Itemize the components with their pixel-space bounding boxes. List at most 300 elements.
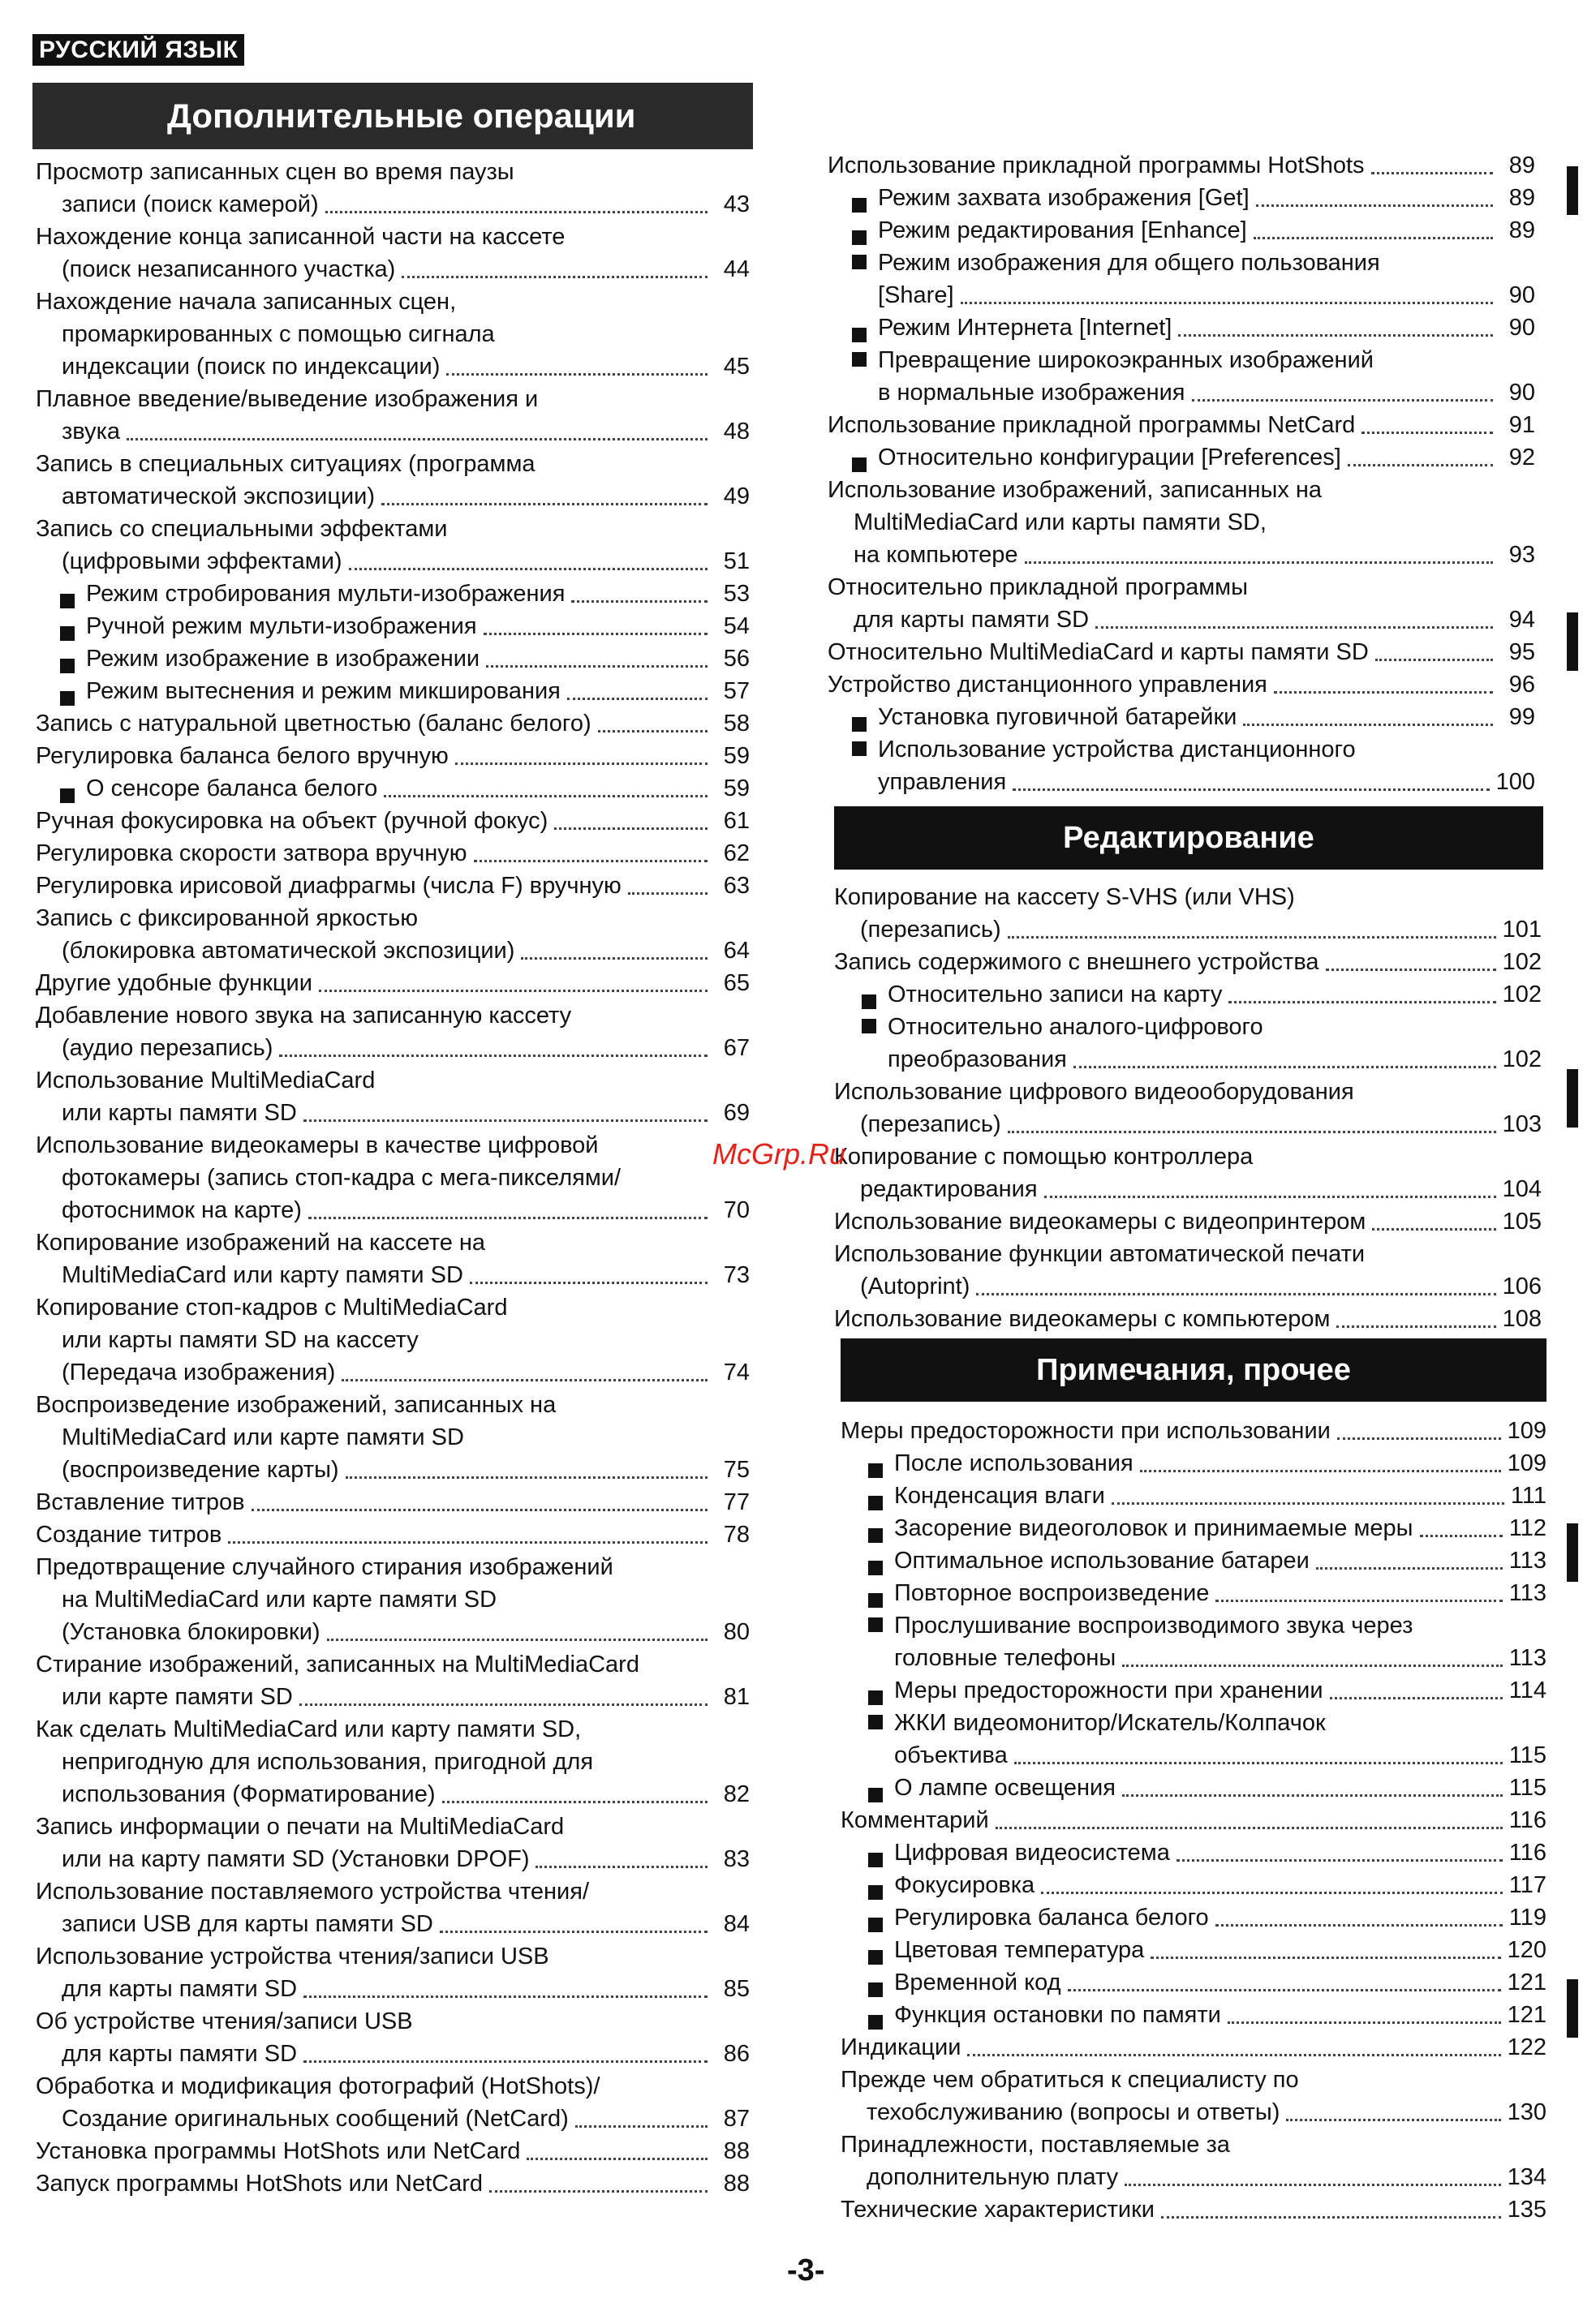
section-header-notes	[841, 1338, 1546, 1402]
bullet-square-icon	[868, 1853, 883, 1867]
toc-page-number: 65	[723, 970, 750, 996]
toc-page-number: 59	[723, 743, 750, 769]
toc-page-number: 88	[723, 2171, 750, 2197]
toc-entry-text: Фокусировка	[894, 1872, 1035, 1898]
toc-entry	[868, 1674, 1546, 1707]
toc-entry-text: ЖКИ видеомонитор/Искатель/Колпачок	[894, 1710, 1326, 1736]
toc-entry	[828, 149, 1535, 182]
toc-entry-text: Использование изображений, записанных на	[828, 477, 1323, 503]
edge-tab-mark	[1567, 1979, 1578, 2038]
toc-entry	[868, 1934, 1546, 1966]
section-title: Редактирование	[1063, 820, 1314, 855]
toc-page-number: 109	[1507, 1450, 1546, 1476]
dot-leader	[474, 860, 708, 862]
toc-entry	[36, 1875, 750, 1940]
dot-leader	[303, 1119, 708, 1122]
toc-entry-text: Регулировка ирисовой диафрагмы (числа F) вручную	[36, 873, 622, 899]
toc-entry	[868, 1836, 1546, 1869]
toc-entry-text: Повторное воспроизведение	[894, 1580, 1210, 1606]
toc-entry	[60, 578, 750, 610]
toc-entry	[36, 2070, 750, 2135]
toc-entry	[36, 1648, 750, 1713]
toc-entry-text: Оптимальное использование батареи	[894, 1548, 1310, 1574]
bullet-square-icon	[868, 1982, 883, 1997]
dot-leader	[1286, 2119, 1500, 2121]
toc-entry	[834, 1141, 1542, 1205]
toc-entry-text: фотокамеры (запись стоп-кадра с мега-пикселями/	[62, 1165, 622, 1191]
toc-page-number: 61	[723, 808, 750, 834]
toc-page-number: 89	[1508, 217, 1535, 243]
toc-entry-text: использования (Форматирование)	[62, 1781, 436, 1807]
toc-page-number: 44	[723, 256, 750, 282]
toc-entry-text: Запись со специальными эффектами	[36, 516, 448, 542]
toc-entry-text: Индикации	[841, 2034, 961, 2060]
toc-page-number: 91	[1508, 412, 1535, 438]
toc-entry-text: на MultiMediaCard или карте памяти SD	[62, 1587, 497, 1613]
toc-entry	[36, 1486, 750, 1519]
toc-page-number: 130	[1507, 2099, 1546, 2125]
dot-leader	[961, 302, 1494, 304]
toc-page-number: 82	[723, 1781, 750, 1807]
toc-entry	[841, 2193, 1546, 2226]
toc-entry	[841, 1804, 1546, 1836]
bullet-square-icon	[868, 1617, 883, 1632]
toc-entry	[36, 2135, 750, 2167]
dot-leader	[1330, 1697, 1503, 1699]
bullet-square-icon	[868, 1528, 883, 1543]
toc-entry-text: Режим Интернета [Internet]	[878, 315, 1172, 341]
toc-page-number: 43	[723, 191, 750, 217]
toc-page-number: 62	[723, 840, 750, 866]
toc-entry-text: Превращение широкоэкранных изображений	[878, 347, 1374, 373]
page-number: -3-	[787, 2253, 825, 2287]
toc-page-number: 115	[1508, 1775, 1546, 1801]
toc-page-number: 48	[723, 419, 750, 445]
toc-page-number: 92	[1508, 445, 1535, 470]
toc-entry	[868, 1999, 1546, 2031]
toc-entry	[834, 1238, 1542, 1303]
toc-page-number: 116	[1508, 1807, 1546, 1833]
dot-leader	[1316, 1567, 1503, 1570]
toc-entry-text: (поиск незаписанного участка)	[62, 256, 396, 282]
toc-page-number: 87	[723, 2106, 750, 2132]
toc-entry-text: непригодную для использования, пригодной для	[62, 1749, 594, 1775]
dot-leader	[967, 2054, 1500, 2056]
toc-entry	[862, 978, 1542, 1011]
toc-entry	[36, 221, 750, 286]
toc-entry	[36, 870, 750, 902]
toc-page-number: 94	[1508, 607, 1535, 633]
toc-entry	[36, 707, 750, 740]
bullet-square-icon	[852, 198, 867, 213]
toc-entry-text: Прежде чем обратиться к специалисту по	[841, 2067, 1299, 2093]
toc-page-number: 113	[1508, 1580, 1546, 1606]
toc-page-number: 73	[723, 1262, 750, 1288]
dot-leader	[598, 730, 708, 732]
toc-entry	[36, 1519, 750, 1551]
toc-page-number: 75	[723, 1457, 750, 1483]
dot-leader	[327, 1639, 708, 1641]
toc-entry	[862, 1011, 1542, 1076]
dot-leader	[342, 1379, 708, 1381]
toc-entry	[852, 441, 1535, 474]
toc-page-number: 49	[723, 483, 750, 509]
toc-entry-text: Режим захвата изображения [Get]	[878, 185, 1250, 211]
toc-page-number: 108	[1502, 1306, 1542, 1332]
toc-entry-text: Воспроизведение изображений, записанных на	[36, 1392, 557, 1418]
section-header-additional-operations	[32, 83, 753, 149]
toc-entry-text: управления	[878, 769, 1007, 795]
toc-entry	[36, 837, 750, 870]
toc-entry-text: или карты памяти SD	[62, 1100, 297, 1126]
toc-entry	[36, 1940, 750, 2005]
toc-entry-text: Регулировка баланса белого вручную	[36, 743, 449, 769]
dot-leader	[484, 633, 708, 635]
bullet-square-icon	[60, 691, 75, 706]
dot-leader	[1420, 1535, 1503, 1537]
toc-entry-text: (Установка блокировки)	[62, 1619, 320, 1645]
toc-entry-text: редактирования	[860, 1176, 1038, 1202]
toc-entry-text: техобслуживанию (вопросы и ответы)	[867, 2099, 1280, 2125]
toc-page-number: 93	[1508, 542, 1535, 568]
dot-leader	[1122, 1665, 1502, 1667]
toc-entry-text: Добавление нового звука на записанную кассету	[36, 1003, 572, 1029]
toc-entry	[868, 1707, 1546, 1772]
toc-entry	[36, 2005, 750, 2070]
dot-leader	[1125, 2184, 1501, 2186]
edge-tab-mark	[1567, 612, 1578, 671]
bullet-square-icon	[868, 1463, 883, 1478]
dot-leader	[1256, 204, 1493, 207]
toc-page-number: 69	[723, 1100, 750, 1126]
dot-leader	[1073, 1066, 1496, 1068]
bullet-square-icon	[852, 457, 867, 472]
bullet-square-icon	[868, 1496, 883, 1510]
toc-entry-text: (перезапись)	[860, 1111, 1001, 1137]
dot-leader	[1228, 1001, 1495, 1003]
section-title: Примечания, прочее	[1036, 1352, 1351, 1387]
dot-leader	[527, 2158, 708, 2160]
toc-page-number: 99	[1508, 704, 1535, 730]
toc-page-number: 102	[1502, 1046, 1542, 1072]
toc-entry-text: Вставление титров	[36, 1489, 245, 1515]
toc-entry	[36, 1811, 750, 1875]
dot-leader	[303, 1995, 708, 1998]
toc-entry	[36, 2167, 750, 2200]
toc-entry-text: звука	[62, 419, 121, 445]
toc-page-number: 105	[1502, 1209, 1542, 1235]
dot-leader	[1215, 1924, 1503, 1927]
toc-entry-text: Конденсация влаги	[894, 1483, 1105, 1509]
bullet-square-icon	[868, 1918, 883, 1932]
toc-entry-text: Нахождение конца записанной части на кассете	[36, 224, 566, 250]
toc-entry	[36, 740, 750, 772]
dot-leader	[1122, 1794, 1503, 1797]
toc-entry-text: или карте памяти SD	[62, 1684, 293, 1710]
toc-entry-text: для карты памяти SD	[854, 607, 1090, 633]
toc-page-number: 103	[1502, 1111, 1542, 1137]
dot-leader	[536, 1866, 708, 1868]
toc-page-number: 63	[723, 873, 750, 899]
toc-entry-text: Технические характеристики	[841, 2197, 1155, 2223]
toc-entry-text: записи USB для карты памяти SD	[62, 1911, 433, 1937]
toc-entry-text: Режим изображение в изображении	[86, 646, 480, 672]
bullet-square-icon	[868, 1885, 883, 1900]
dot-leader	[1375, 659, 1493, 661]
bullet-square-icon	[862, 994, 876, 1009]
toc-page-number: 89	[1508, 185, 1535, 211]
dot-leader	[470, 1282, 708, 1284]
bullet-square-icon	[852, 717, 867, 732]
toc-page-number: 101	[1502, 917, 1542, 943]
toc-page-number: 81	[723, 1684, 750, 1710]
toc-entry-text: для карты памяти SD	[62, 2041, 298, 2067]
dot-leader	[575, 2125, 708, 2128]
toc-entry-text: Использование поставляемого устройства чтения/	[36, 1879, 590, 1905]
dot-leader	[127, 438, 708, 440]
toc-page-number: 96	[1508, 672, 1535, 698]
dot-leader	[446, 373, 708, 376]
dot-leader	[996, 1827, 1503, 1829]
toc-entry-text: О сенсоре баланса белого	[86, 775, 378, 801]
toc-entry-text: фотоснимок на карте)	[62, 1197, 302, 1223]
bullet-square-icon	[868, 1715, 883, 1729]
toc-entry-text: Нахождение начала записанных сцен,	[36, 289, 457, 315]
toc-entry-text: О лампе освещения	[894, 1775, 1116, 1801]
toc-entry-text: Регулировка баланса белого	[894, 1905, 1209, 1931]
toc-entry	[852, 182, 1535, 214]
toc-page-number: 95	[1508, 639, 1535, 665]
bullet-square-icon	[852, 328, 867, 342]
toc-entry	[36, 448, 750, 513]
toc-entry-text: Принадлежности, поставляемые за	[841, 2132, 1230, 2158]
toc-page-number: 113	[1508, 1645, 1546, 1671]
dot-leader	[299, 1703, 708, 1706]
toc-entry-text: Копирование с помощью контроллера	[834, 1144, 1254, 1170]
dot-leader	[1013, 788, 1489, 791]
toc-entry	[36, 1291, 750, 1389]
toc-page-number: 74	[723, 1360, 750, 1385]
toc-page-number: 80	[723, 1619, 750, 1645]
toc-entry-text: автоматической экспозиции)	[62, 483, 376, 509]
toc-entry	[36, 902, 750, 967]
toc-entry-text: Функция остановки по памяти	[894, 2002, 1221, 2028]
bullet-square-icon	[60, 788, 75, 803]
toc-entry	[841, 1415, 1546, 1447]
toc-entry	[834, 1303, 1542, 1335]
toc-entry-text: промаркированных с помощью сигнала	[62, 321, 495, 347]
toc-entry	[36, 156, 750, 221]
dot-leader	[402, 276, 708, 278]
toc-entry-text: MultiMediaCard или карты памяти SD,	[854, 509, 1267, 535]
dot-leader	[1228, 2021, 1501, 2024]
toc-entry-text: для карты памяти SD	[62, 1976, 298, 2002]
bullet-square-icon	[852, 230, 867, 245]
bullet-square-icon	[868, 2015, 883, 2030]
dot-leader	[567, 698, 708, 700]
dot-leader	[1095, 626, 1493, 629]
dot-leader	[1176, 1859, 1503, 1862]
dot-leader	[1326, 969, 1496, 971]
toc-page-number: 83	[723, 1846, 750, 1872]
dot-leader	[1151, 1957, 1500, 1959]
toc-entry-text: (блокировка автоматической экспозиции)	[62, 938, 515, 964]
toc-page-number: 115	[1508, 1742, 1546, 1768]
dot-leader	[455, 762, 708, 765]
toc-entry	[36, 1064, 750, 1129]
toc-entry	[868, 1901, 1546, 1934]
toc-page-number: 119	[1508, 1905, 1546, 1931]
toc-entry	[868, 1577, 1546, 1609]
toc-entry	[60, 675, 750, 707]
toc-page-number: 89	[1508, 152, 1535, 178]
dot-leader	[1140, 1470, 1501, 1472]
bullet-square-icon	[868, 1950, 883, 1965]
edge-tab-mark	[1567, 1069, 1578, 1128]
toc-entry-text: После использования	[894, 1450, 1133, 1476]
toc-entry-text: Использование прикладной программы HotShots	[828, 152, 1365, 178]
toc-entry-text: (аудио перезапись)	[62, 1035, 273, 1061]
toc-entry-text: индексации (поиск по индексации)	[62, 354, 441, 380]
toc-entry-text: (Передача изображения)	[62, 1360, 336, 1385]
toc-entry-text: Установка программы HotShots или NetCard	[36, 2138, 521, 2164]
toc-page-number: 117	[1508, 1872, 1546, 1898]
toc-entry-text: MultiMediaCard или карту памяти SD	[62, 1262, 463, 1288]
toc-entry-text: Режим вытеснения и режим микширования	[86, 678, 561, 704]
toc-entry-text: Обработка и модификация фотографий (HotShots)/	[36, 2073, 600, 2099]
toc-entry-text: Относительно MultiMediaCard и карты памяти SD	[828, 639, 1369, 665]
toc-entry	[60, 642, 750, 675]
toc-entry-text: Установка пуговичной батарейки	[878, 704, 1237, 730]
toc-page-number: 121	[1507, 2002, 1546, 2028]
toc-entry	[841, 2031, 1546, 2064]
dot-leader	[1361, 432, 1493, 434]
toc-entry-text: Запись с натуральной цветностью (баланс белого)	[36, 711, 591, 737]
section-header-editing	[834, 806, 1543, 870]
toc-entry-text: Цифровая видеосистема	[894, 1840, 1170, 1866]
toc-entry	[868, 1480, 1546, 1512]
dot-leader	[1254, 237, 1493, 239]
toc-entry-text: в нормальные изображения	[878, 380, 1185, 406]
toc-entry-text: Создание титров	[36, 1522, 222, 1548]
toc-entry-text: Использование видеокамеры с видеопринтером	[834, 1209, 1366, 1235]
toc-entry	[841, 2064, 1546, 2129]
bullet-square-icon	[868, 1788, 883, 1802]
toc-page-number: 102	[1502, 982, 1542, 1007]
toc-entry	[36, 1551, 750, 1648]
toc-entry-text: Относительно прикладной программы	[828, 574, 1248, 600]
toc-page-number: 90	[1508, 380, 1535, 406]
toc-entry-text: Запись в специальных ситуациях (программа	[36, 451, 536, 477]
dot-leader	[1161, 2216, 1501, 2219]
toc-page-number: 114	[1508, 1677, 1546, 1703]
toc-page-number: 100	[1495, 769, 1535, 795]
toc-entry	[36, 805, 750, 837]
toc-page-number: 104	[1502, 1176, 1542, 1202]
toc-entry	[868, 1447, 1546, 1480]
toc-entry-text: (перезапись)	[860, 917, 1001, 943]
dot-leader	[228, 1541, 708, 1544]
bullet-square-icon	[60, 626, 75, 641]
toc-page-number: 70	[723, 1197, 750, 1223]
dot-leader	[1336, 1325, 1495, 1328]
toc-entry	[36, 999, 750, 1064]
toc-entry	[834, 946, 1542, 978]
toc-entry	[60, 772, 750, 805]
toc-entry-text: Относительно аналого-цифрового	[888, 1014, 1263, 1040]
toc-entry-text: Об устройстве чтения/записи USB	[36, 2008, 413, 2034]
toc-entry	[60, 610, 750, 642]
toc-page-number: 53	[723, 581, 750, 607]
toc-page-number: 111	[1510, 1483, 1546, 1509]
toc-entry-text: Режим редактирования [Enhance]	[878, 217, 1247, 243]
toc-entry-text: Относительно конфигурации [Preferences]	[878, 445, 1341, 470]
bullet-square-icon	[868, 1593, 883, 1608]
toc-entry-text: Прослушивание воспроизводимого звука через	[894, 1613, 1413, 1639]
toc-entry	[852, 701, 1535, 733]
toc-entry	[36, 383, 750, 448]
toc-entry-text: Относительно записи на карту	[888, 982, 1223, 1007]
toc-entry-text: (Autoprint)	[860, 1274, 970, 1299]
toc-page-number: 106	[1502, 1274, 1542, 1299]
toc-entry	[36, 967, 750, 999]
toc-entry-text: (цифровыми эффектами)	[62, 548, 342, 574]
toc-entry	[868, 1512, 1546, 1544]
dot-leader	[440, 1931, 708, 1933]
dot-leader	[1008, 936, 1496, 939]
toc-entry-text: Использование видеокамеры с компьютером	[834, 1306, 1331, 1332]
toc-entry	[834, 881, 1542, 946]
dot-leader	[1372, 1228, 1495, 1231]
edge-tab-mark	[1567, 1523, 1578, 1582]
toc-entry-text: Временной код	[894, 1970, 1061, 1995]
toc-page-number: 67	[723, 1035, 750, 1061]
toc-entry	[841, 2129, 1546, 2193]
toc-entry	[36, 286, 750, 383]
toc-page-number: 45	[723, 354, 750, 380]
dot-leader	[303, 2060, 708, 2063]
dot-leader	[554, 827, 708, 830]
toc-page-number: 86	[723, 2041, 750, 2067]
dot-leader	[384, 795, 708, 797]
toc-entry-text: Комментарий	[841, 1807, 989, 1833]
dot-leader	[628, 892, 708, 895]
toc-entry-text: MultiMediaCard или карте памяти SD	[62, 1424, 464, 1450]
toc-entry-text: Режим стробирования мульти-изображения	[86, 581, 566, 607]
toc-entry-text: Создание оригинальных сообщений (NetCard)	[62, 2106, 569, 2132]
toc-page-number: 85	[723, 1976, 750, 2002]
toc-entry-text: Плавное введение/выведение изображения и	[36, 386, 539, 412]
toc-page-number: 54	[723, 613, 750, 639]
dot-leader	[1348, 464, 1493, 466]
toc-entry-text: Ручной режим мульти-изображения	[86, 613, 477, 639]
toc-entry-text: или карты памяти SD на кассету	[62, 1327, 419, 1353]
toc-entry-text: Использование устройства чтения/записи USB	[36, 1944, 549, 1970]
language-label: РУССКИЙ ЯЗЫК	[32, 34, 244, 66]
toc-entry-text: Использование прикладной программы NetCard	[828, 412, 1356, 438]
toc-page-number: 135	[1507, 2197, 1546, 2223]
toc-entry	[868, 1544, 1546, 1577]
bullet-square-icon	[862, 1019, 876, 1033]
dot-leader	[1243, 724, 1493, 726]
dot-leader	[1192, 399, 1494, 402]
toc-entry-text: Запуск программы HotShots или NetCard	[36, 2171, 484, 2197]
toc-entry	[852, 247, 1535, 311]
toc-page-number: 56	[723, 646, 750, 672]
toc-page-number: 116	[1508, 1840, 1546, 1866]
toc-entry-text: дополнительную плату	[867, 2164, 1119, 2190]
toc-entry	[36, 1713, 750, 1811]
